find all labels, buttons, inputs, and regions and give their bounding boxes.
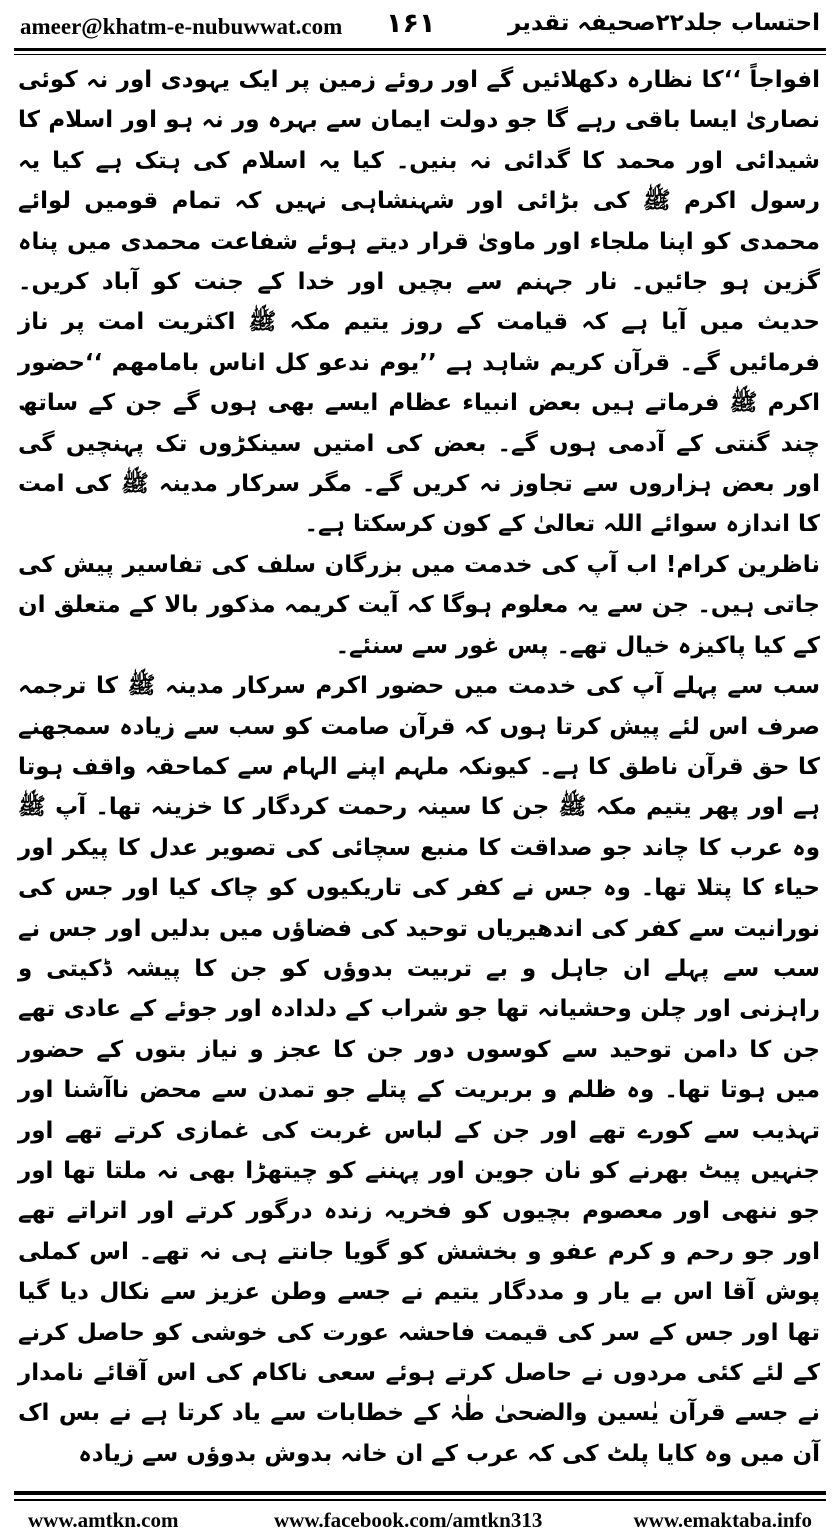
page-footer	[14, 1506, 826, 1536]
paragraph-3: سب سے پہلے آپ کی خدمت میں حضور اکرم سرکار مدینہ ﷺ کا ترجمہ صرف اس لئے پیش کرتا ہوں کہ قرآن صامت کو سب سے زیادہ سمجھنے کا حق قرآن ناطق کا ہے۔ کیونکہ ملہم اپنے الہام سے کماحقہ واقف ہوتا ہے اور پھر یتیم مکہ ﷺ جن کا سینہ رحمت کردگار کا خزینہ تھا۔ آپ ﷺ وہ عرب کا چاند جو صداقت کا منبع سچائی کی تصویر عدل کا پیکر اور حیاء کا پتلا تھا۔ وہ جس نے کفر کی تاریکیوں کو چاک کیا اور جس کی نورانیت سے کفر کی اندھیریاں توحید کی فضاؤں میں بدلیں اور جس نے سب سے پہلے ان جاہل و بے تربیت بدوؤں کو جن کا پیشہ ڈکیتی و راہزنی اور چلن وحشیانہ تھا جو شراب کے دلدادہ اور جوئے کے عادی تھے جن کا دامن توحید سے کوسوں دور جن کا عجز و نیاز بتوں کے حضور میں ہوتا تھا۔ وہ ظلم و بربریت کے پتلے جو تمدن سے محض ناآشنا اور تہذیب سے کورے تھے اور جن کے لباس غربت کی غمازی کرتے تھے اور جنہیں پیٹ بھرنے کو نان جوین اور پہننے کو چیتھڑا بھی نہ ملتا تھا اور جو ننھی اور معصوم بچیوں کو فخریہ زندہ درگور کرتے اور اتراتے تھے اور جو رحم و کرم عفو و بخشش کو گویا جانتے ہی نہ تھے۔ اس کملی پوش آقا اس بے یار و مددگار یتیم نے جسے وطن عزیز سے نکال دیا گیا تھا اور جس کے سر کی قیمت فاحشہ عورت کی خوشی کو حاصل کرنے کے لئے کئی مردوں نے حاصل کرتے ہوئے سعی ناکام کی اس آقائے نامدار نے جسے قرآن یٰسین والضحیٰ طٰہٰ کے خطابات سے یاد کرتا ہے نے بس اک آن میں وہ کایا پلٹ کی کہ عرب کے ان خانہ بدوش بدوؤں سے زیادہ	[18, 673, 820, 1467]
header-rule-thin	[14, 54, 826, 55]
header-rule	[14, 48, 826, 51]
page-number: ۱۶۱	[386, 8, 436, 39]
footer-link-amtkn[interactable]: www.amtkn.com	[28, 1508, 179, 1532]
paragraph-1: افواجاً ‘‘کا نظارہ دکھلائیں گے اور روئے زمین پر ایک یہودی اور نہ کوئی نصاریٰ ایسا باقی رہے گا جو دولت ایمان سے بہرہ ور نہ ہو اور اسلام کا شیدائی اور محمد کا گدائی نہ بنیں۔ کیا یہ اسلام کی ہتک ہے کیا یہ رسول اکرم ﷺ کی بڑائی اور شہنشاہی نہیں کہ تمام قومیں لوائے محمدی کو اپنا ملجاء اور ماویٰ قرار دیتے ہوئے شفاعت محمدی میں پناہ گزین ہو جائیں۔ نار جہنم سے بچیں اور خدا کے جنت کو آباد کریں۔ حدیث میں آیا ہے کہ قیامت کے روز یتیم مکہ ﷺ اکثریت امت پر ناز فرمائیں گے۔ قرآن کریم شاہد ہے ’’یوم ندعو کل اناس بامامھم ‘‘حضور اکرم ﷺ فرماتے ہیں بعض انبیاء عظام ایسے بھی ہوں گے جن کے ساتھ چند گنتی کے آدمی ہوں گے۔ بعض کی امتیں سینکڑوں تک پہنچیں گی اور بعض ہزاروں سے تجاوز نہ کریں گے۔ مگر سرکار مدینہ ﷺ کی امت کا اندازہ سوائے اللہ تعالیٰ کے کون کرسکتا ہے۔	[18, 67, 820, 538]
page-header	[14, 8, 826, 46]
footer-link-emaktaba[interactable]: www.emaktaba.info	[633, 1508, 812, 1532]
footer-rule-thin	[14, 1499, 826, 1501]
paragraph-2: ناظرین کرام! اب آپ کی خدمت میں بزرگان سلف کی تفاسیر پیش کی جاتی ہیں۔ جن سے یہ معلوم ہوگا کہ آیت کریمہ مذکور بالا کے متعلق ان کے کیا پاکیزہ خیال تھے۔ پس غور سے سنئے۔	[18, 551, 820, 659]
footer-rule	[14, 1491, 826, 1495]
body-text	[18, 60, 820, 1474]
book-title: احتساب جلد۲۲صحیفہ تقدیر	[508, 10, 820, 36]
footer-link-facebook[interactable]: www.facebook.com/amtkn313	[274, 1508, 543, 1532]
header-email: ameer@khatm-e-nubuwwat.com	[20, 14, 343, 39]
